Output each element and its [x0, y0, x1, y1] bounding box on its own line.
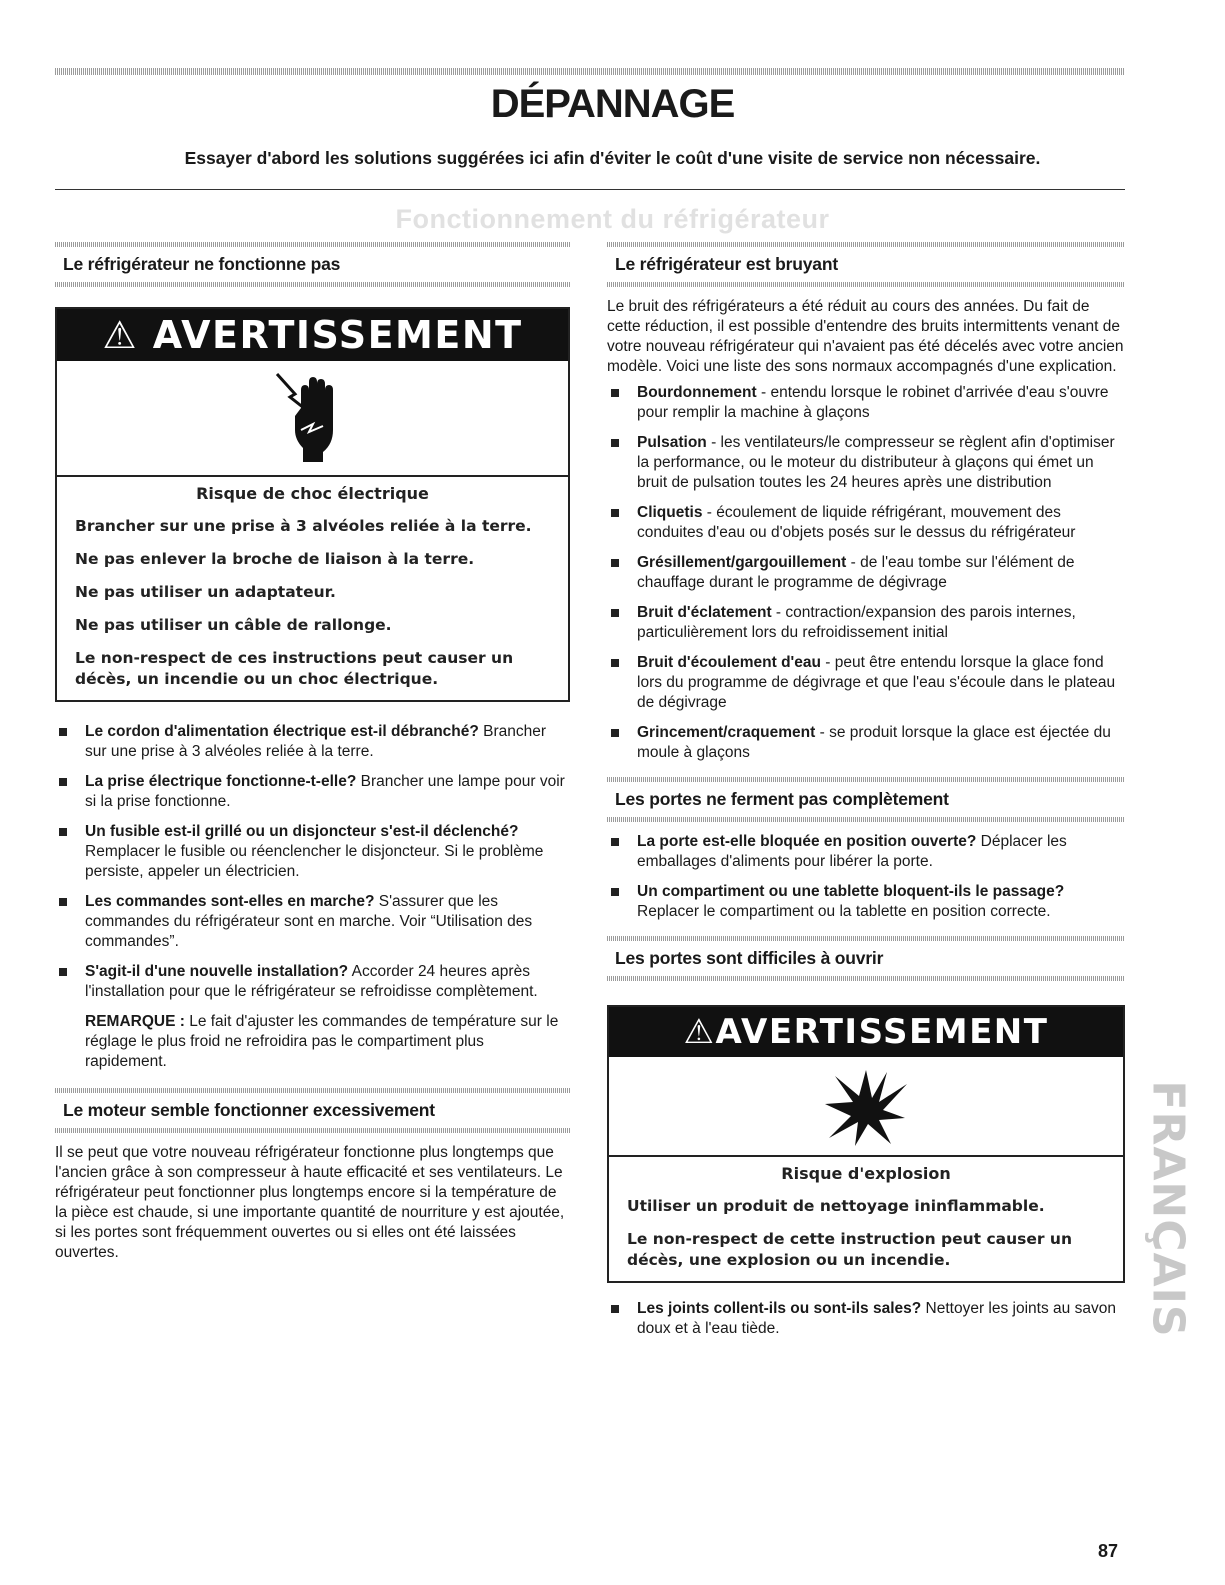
top-dotted-rule [55, 68, 1125, 75]
sound-list [607, 383, 1125, 763]
warning-triangle-icon: ⚠ [683, 1012, 716, 1052]
section-heading: Le réfrigérateur ne fonctionne pas [63, 254, 341, 274]
electric-shock-hand-icon [57, 361, 568, 477]
list-item: Bruit d'écoulement d'eau - peut être entendu lorsque la glace fond lors du programme de dégivrage et que l'eau s'écoule dans le plateau de dégivrage [607, 653, 1125, 713]
list-item: Grincement/craquement - se produit lorsque la glace est éjectée du moule à glaçons [607, 723, 1125, 763]
section-heading: Le moteur semble fonctionner excessivement [63, 1100, 435, 1120]
warning-box-explosion [607, 1005, 1125, 1283]
list-item: Les commandes sont-elles en marche? S'assurer que les commandes du réfrigérateur sont en marche. Voir “Utilisation des commandes”. [55, 892, 570, 952]
warning-body: Risque de choc électrique Brancher sur une prise à 3 alvéoles reliée à la terre. Ne pas enlever la broche de liaison à la terre. Ne pas utiliser un adaptateur. Ne pas utiliser un câble de rallonge. Le non-respect de ces instructions peut causer un décès, un incendie ou un choc électrique. [75, 484, 532, 688]
list-item: Les joints collent-ils ou sont-ils sales? Nettoyer les joints au savon doux et à l'eau tiède. [607, 1299, 1125, 1339]
list-item: Un fusible est-il grillé ou un disjoncteur s'est-il déclenché? Remplacer le fusible ou réenclencher le disjoncteur. Si le problème persiste, appeler un électricien. [55, 822, 570, 882]
paragraph: Le bruit des réfrigérateurs a été réduit au cours des années. Du fait de cette réduction, il est possible d'entendre des bruits intermittents venant de votre nouveau réfrigérateur qui n'avaient pas été décelés avec votre ancien modèle. Voici une liste des sons normaux accompagnés d'une explication. [607, 298, 1124, 375]
section-heading: Le réfrigérateur est bruyant [615, 254, 838, 274]
check-list [607, 1299, 1125, 1339]
list-item: Le cordon d'alimentation électrique est-il débranché? Brancher sur une prise à 3 alvéoles reliée à la terre. [55, 722, 570, 762]
list-item: Cliquetis - écoulement de liquide réfrigérant, mouvement des conduites d'eau ou d'objets posés sur le dessus du réfrigérateur [607, 503, 1125, 543]
left-column [55, 242, 570, 1263]
section-header [55, 242, 570, 287]
warning-banner: ⚠AVERTISSEMENT [609, 1007, 1123, 1057]
section-header [607, 242, 1125, 287]
section-header [607, 777, 1125, 822]
paragraph: Il se peut que votre nouveau réfrigérateur fonctionne plus longtemps que l'ancien grâce à son compresseur à haute efficacité et ses ventilateurs. Le réfrigérateur peut fonctionner plus longtemps encore si la température de la pièce est chaude, si une importante quantité de nourriture y est ajoutée, si les portes sont fréquemment ouvertes ou si elles ont été laissées ouvertes. [55, 1144, 565, 1261]
section-heading: Les portes ne ferment pas complètement [615, 789, 949, 809]
section-heading: Les portes sont difficiles à ouvrir [615, 948, 884, 968]
note: REMARQUE : Le fait d'ajuster les commandes de température sur le réglage le plus froid ne refroidira pas le compartiment plus rapidement. [85, 1013, 559, 1070]
section-title: Fonctionnement du réfrigérateur [395, 204, 830, 234]
list-item: La prise électrique fonctionne-t-elle? Brancher une lampe pour voir si la prise fonctionne. [55, 772, 570, 812]
list-item: Pulsation - les ventilateurs/le compresseur se règlent afin d'optimiser la performance, ou le moteur du distributeur à glaçons qui émet un bruit de pulsation toutes les 24 heures après une distribution [607, 433, 1125, 493]
list-item: Bourdonnement - entendu lorsque le robinet d'arrivée d'eau s'ouvre pour remplir la machine à glaçons [607, 383, 1125, 423]
section-header [55, 1088, 570, 1133]
right-column [607, 242, 1125, 1349]
list-item: La porte est-elle bloquée en position ouverte? Déplacer les emballages d'aliments pour libérer la porte. [607, 832, 1125, 872]
header-rule [55, 189, 1125, 190]
page-number: 87 [1098, 1541, 1119, 1561]
warning-body: Risque d'explosion Utiliser un produit de nettoyage ininflammable. Le non-respect de cette instruction peut causer un décès, une explosion ou un incendie. [627, 1164, 1072, 1269]
section-header [607, 936, 1125, 981]
warning-triangle-icon: ⚠ [102, 313, 139, 357]
list-item: S'agit-il d'une nouvelle installation? Accorder 24 heures après l'installation pour que le réfrigérateur se refroidisse complètement. [55, 962, 570, 1002]
check-list [607, 832, 1125, 922]
warning-banner: ⚠ AVERTISSEMENT [57, 309, 568, 361]
warning-box-electric [55, 307, 570, 702]
check-list [55, 722, 570, 1002]
list-item: Bruit d'éclatement - contraction/expansion des parois internes, particulièrement lors du refroidissement initial [607, 603, 1125, 643]
language-side-tab: FRANÇAIS [1142, 1080, 1194, 1338]
page-subtitle: Essayer d'abord les solutions suggérées ici afin d'éviter le coût d'une visite de service non nécessaire. [184, 148, 1041, 168]
page-title: DÉPANNAGE [490, 82, 735, 126]
list-item: Un compartiment ou une tablette bloquent-ils le passage? Replacer le compartiment ou la tablette en position correcte. [607, 882, 1125, 922]
list-item: Grésillement/gargouillement - de l'eau tombe sur l'élément de chauffage durant le programme de dégivrage [607, 553, 1125, 593]
explosion-icon [609, 1057, 1123, 1157]
